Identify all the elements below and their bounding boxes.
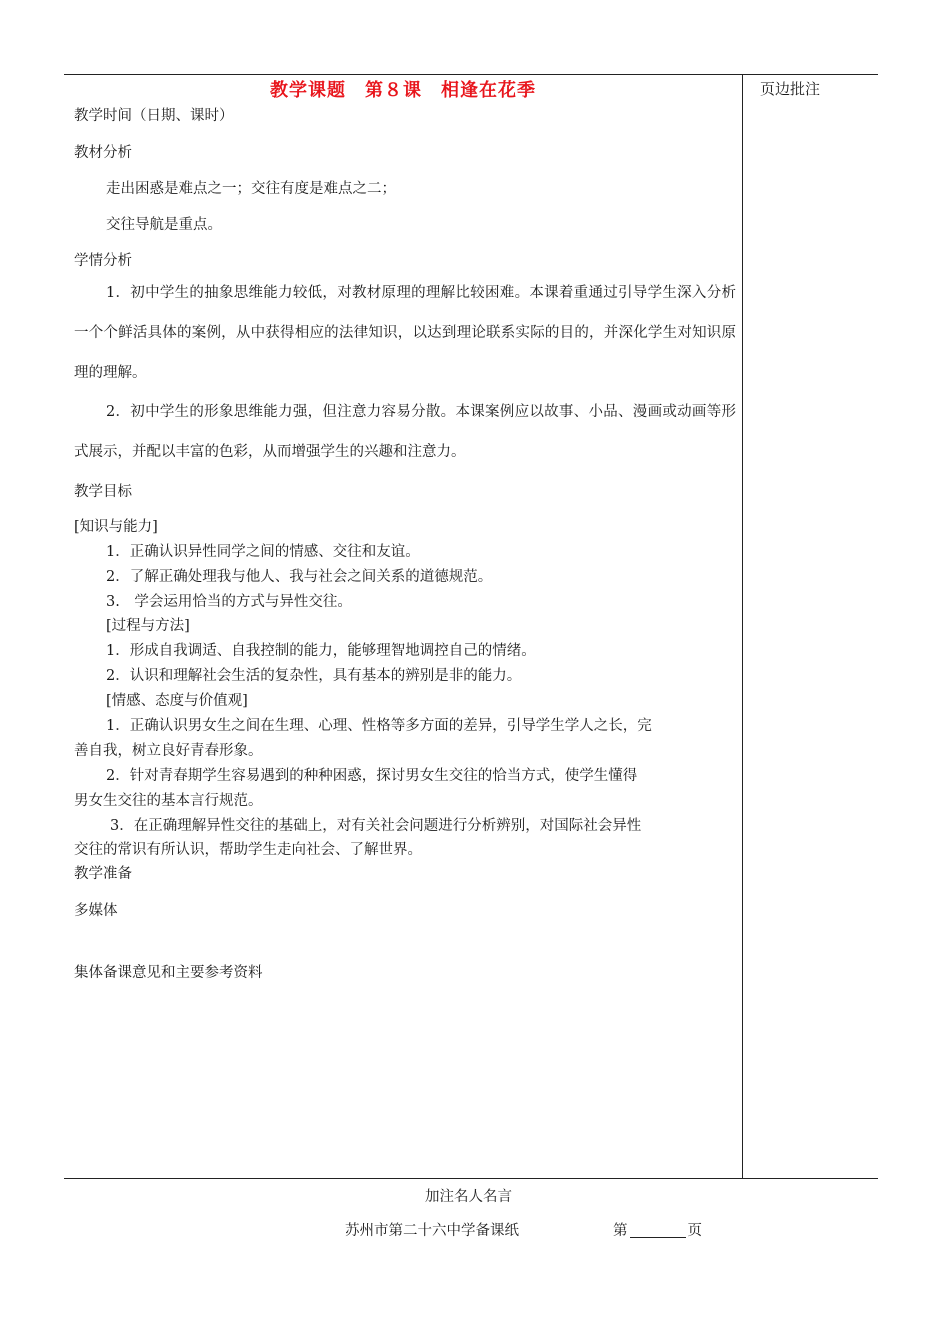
margin-note-label: 页边批注 bbox=[760, 80, 821, 98]
top-rule bbox=[64, 74, 878, 75]
knowledge-item-3: 3. 学会运用恰当的方式与异性交往。 bbox=[106, 594, 352, 610]
process-method-heading: [过程与方法] bbox=[106, 618, 190, 634]
emotion-item-3-line-2: 交往的常识有所认识，帮助学生走向社会、了解世界。 bbox=[74, 842, 422, 858]
teaching-prep-value: 多媒体 bbox=[74, 903, 118, 919]
margin-divider bbox=[742, 74, 743, 1179]
process-item-1: 1．形成自我调适、自我控制的能力，能够理智地调控自己的情绪。 bbox=[106, 643, 536, 659]
knowledge-item-1: 1．正确认识异性同学之间的情感、交往和友谊。 bbox=[106, 544, 420, 560]
material-line-2: 交往导航是重点。 bbox=[106, 217, 222, 233]
knowledge-item-2: 2．了解正确处理我与他人、我与社会之间关系的道德规范。 bbox=[106, 569, 493, 585]
emotion-item-2-line-2: 男女生交往的基本言行规范。 bbox=[74, 793, 263, 809]
material-analysis-heading: 教材分析 bbox=[74, 145, 132, 161]
page-prefix: 第 bbox=[613, 1223, 628, 1239]
emotion-item-1-line-2: 善自我，树立良好青春形象。 bbox=[74, 743, 263, 759]
famous-quote-label: 加注名人名言 bbox=[425, 1189, 512, 1205]
knowledge-ability-heading: [知识与能力] bbox=[74, 519, 158, 535]
material-line-1: 走出困惑是难点之一；交往有度是难点之二； bbox=[106, 181, 396, 197]
page-number bbox=[613, 1219, 702, 1240]
bottom-rule bbox=[64, 1178, 878, 1179]
student-analysis-paragraph-1: 1．初中学生的抽象思维能力较低，对教材原理的理解比较困难。本课着重通过引导学生深入分析一个个鲜活具体的案例，从中获得相应的法律知识，以达到理论联系实际的目的，并深化学生对知识原理的理解。 bbox=[74, 285, 736, 381]
student-analysis-heading: 学情分析 bbox=[74, 253, 132, 269]
lesson-title: 教学课题 第８课 相逢在花季 bbox=[270, 80, 536, 101]
emotion-item-3-line-1: 3．在正确理解异性交往的基础上，对有关社会问题进行分析辨别，对国际社会异性 bbox=[110, 818, 642, 834]
teaching-time-label: 教学时间（日期、课时） bbox=[74, 108, 234, 124]
collective-prep-heading: 集体备课意见和主要参考资料 bbox=[74, 965, 263, 981]
emotion-values-heading: [情感、态度与价值观] bbox=[106, 693, 248, 709]
emotion-item-2-line-1: 2．针对青春期学生容易遇到的种种困惑，探讨男女生交往的恰当方式，使学生懂得 bbox=[106, 768, 638, 784]
page-suffix: 页 bbox=[687, 1223, 702, 1239]
process-item-2: 2．认识和理解社会生活的复杂性，具有基本的辨别是非的能力。 bbox=[106, 668, 522, 684]
school-name: 苏州市第二十六中学备课纸 bbox=[345, 1223, 519, 1239]
teaching-prep-heading: 教学准备 bbox=[74, 866, 132, 882]
student-analysis-paragraph-2: 2．初中学生的形象思维能力强，但注意力容易分散。本课案例应以故事、小品、漫画或动画等形式展示，并配以丰富的色彩，从而增强学生的兴趣和注意力。 bbox=[74, 404, 736, 460]
page-number-blank bbox=[630, 1223, 686, 1238]
emotion-item-1-line-1: 1．正确认识男女生之间在生理、心理、性格等多方面的差异，引导学生学人之长，完 bbox=[106, 718, 652, 734]
teaching-goals-heading: 教学目标 bbox=[74, 484, 132, 500]
